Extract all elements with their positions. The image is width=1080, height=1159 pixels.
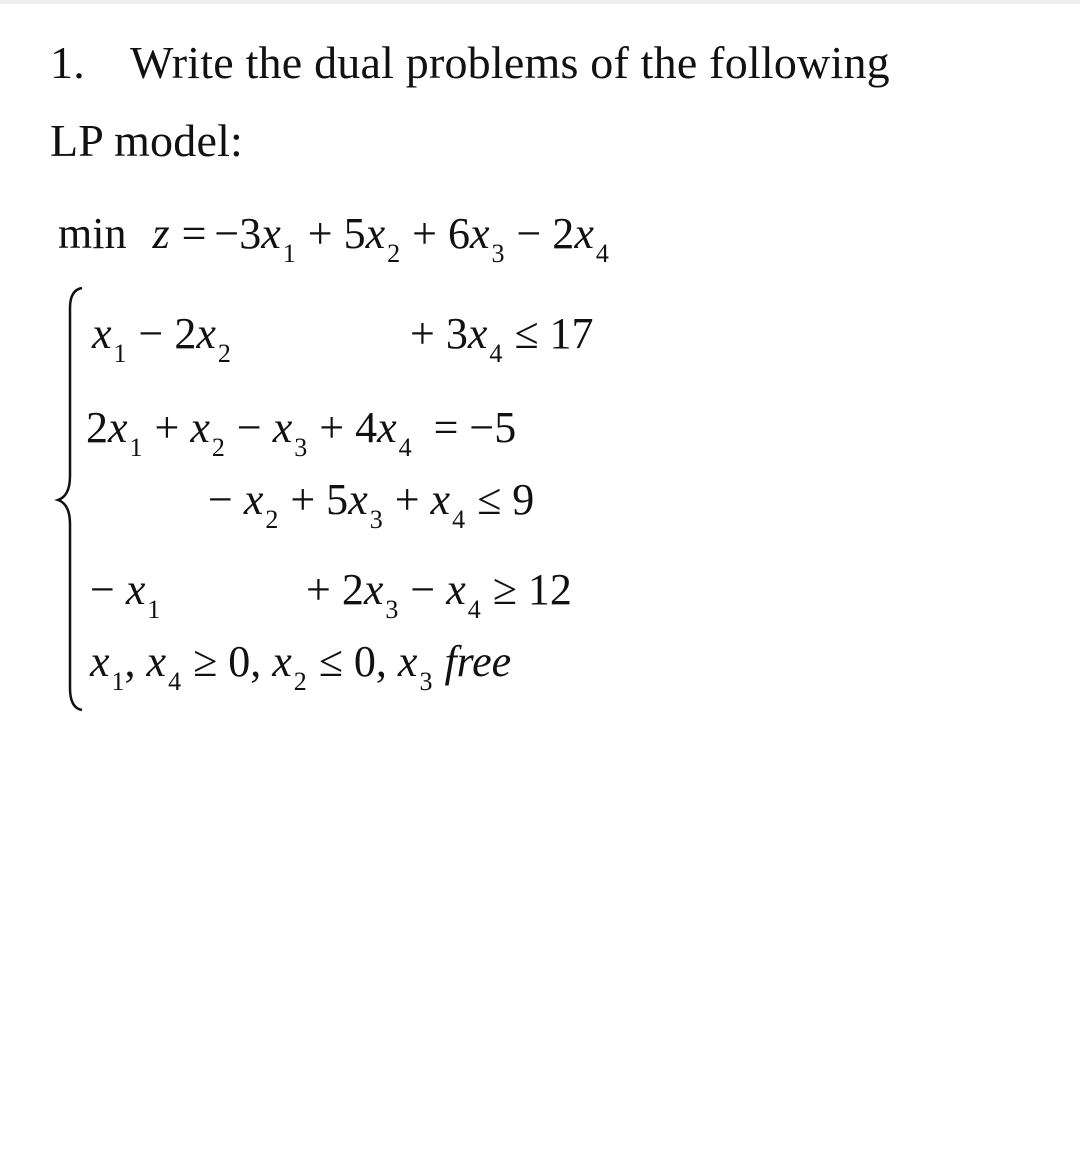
objective-prefix: min [58,209,127,258]
constraint-1-rhs: + $3x_4 \le 17$ [410,309,594,368]
question-text-1: Write the dual problems of the following [130,37,890,88]
objective-function: $\min z = -3x_1 + 5x_2 + 6x_3 - 2x_4$ [58,209,609,268]
constraint-4-rhs: + $2x_3 - x_4 \ge 12$ [306,565,572,624]
top-edge [0,0,1080,4]
question-line-1 [50,37,890,88]
question-line-2: LP model: [50,115,244,166]
question-number: 1. [50,37,85,88]
system-brace [54,284,94,714]
constraint-1: $x_1 - 2x_2$ [92,309,231,368]
constraint-4: − $x_1$ [90,565,161,624]
objective-var: z [152,209,170,258]
constraint-3: − $x_2 + 5x_3 + x_4 \le 9$ [208,475,535,534]
constraint-2: $2x_1 + x_2 - x_3 + 4x_4 = -5$ [86,403,517,462]
sign-restrictions: $x_1$, $x_4 \ge 0$, $x_2 \le 0$, $x_3$ free [90,637,512,696]
